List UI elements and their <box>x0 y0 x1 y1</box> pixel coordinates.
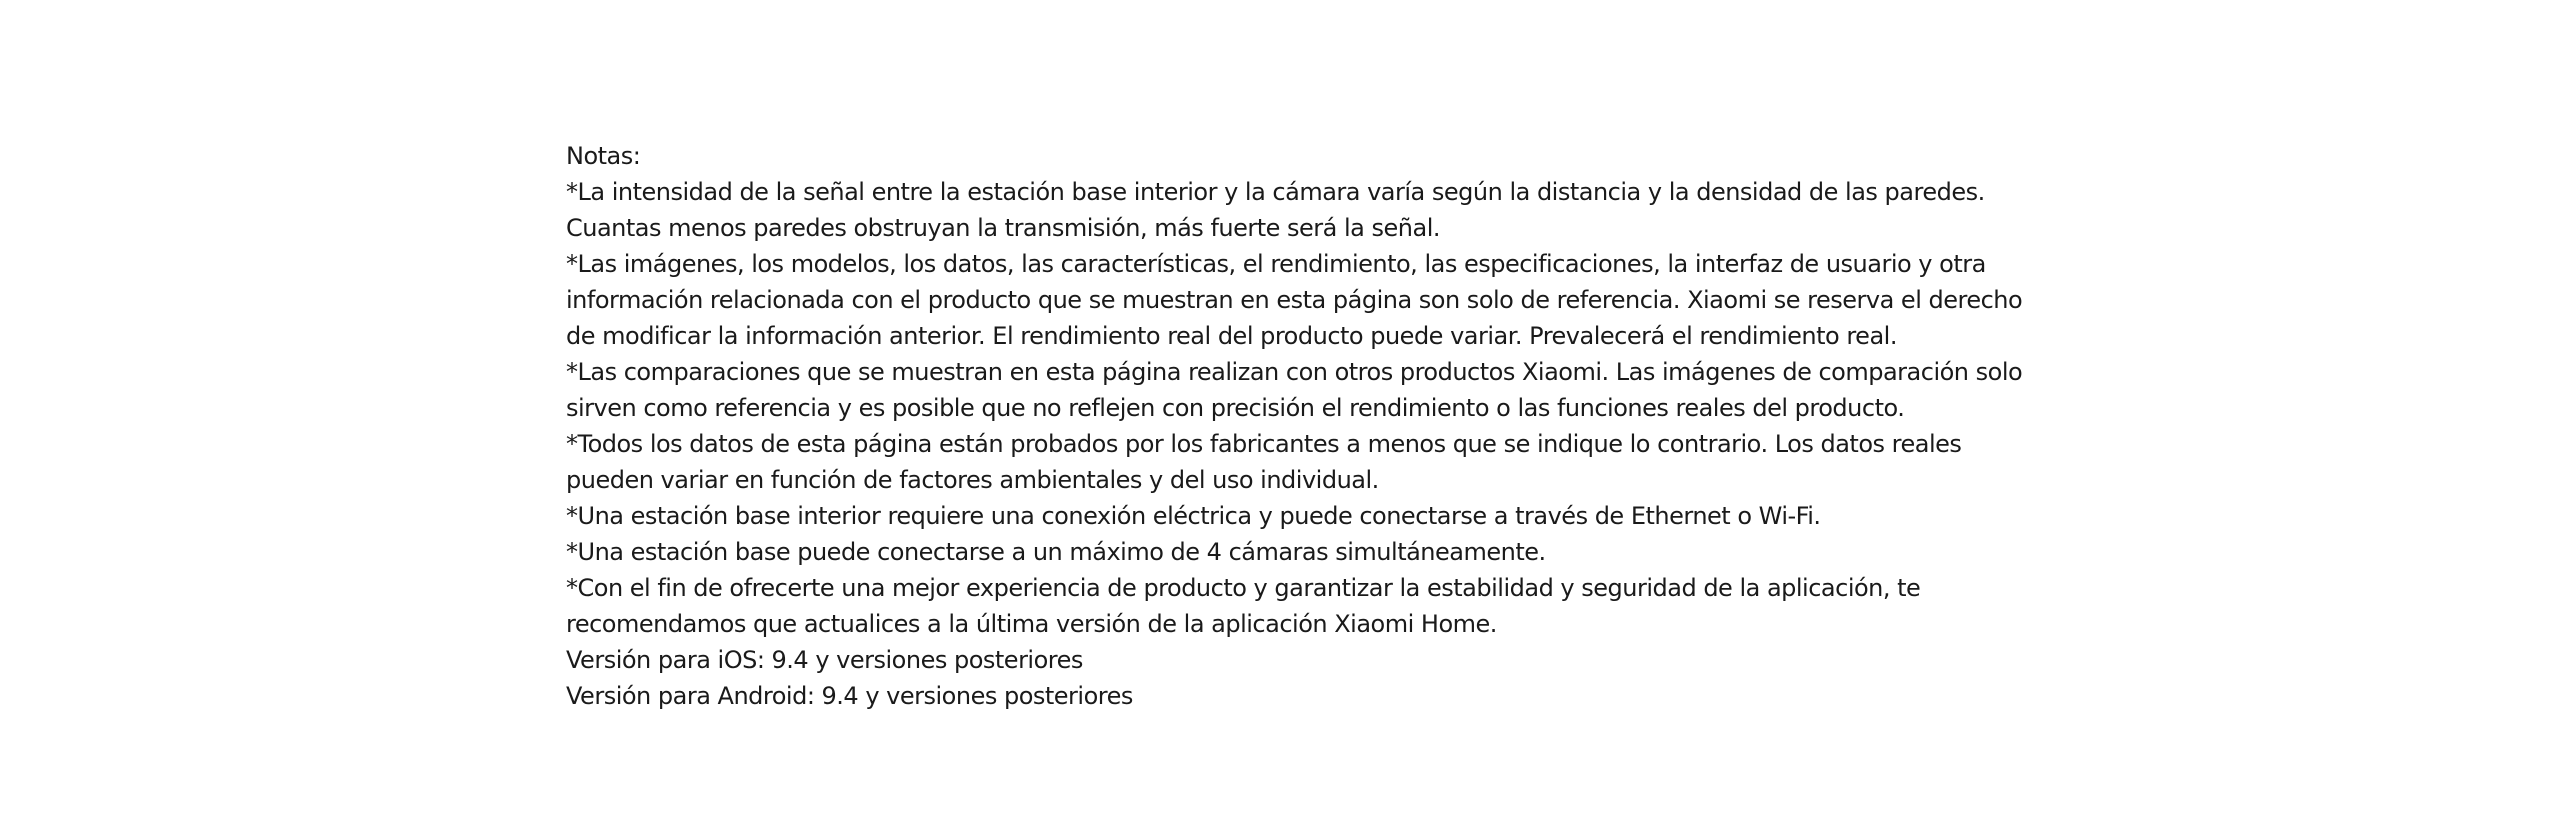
note-comparisons: *Las comparaciones que se muestran en esta página realizan con otros productos Xiaomi. Las imágenes de comparación solo sirven como referencia y es posible que no reflejen con precisión el rendimiento o las funciones reales del producto. <box>566 358 2023 422</box>
note-signal-strength: *La intensidad de la señal entre la estación base interior y la cámara varía según la distancia y la densidad de las paredes. Cuantas menos paredes obstruyan la transmisión, más fuerte será la señal. <box>566 178 1985 242</box>
note-ios-version: Versión para iOS: 9.4 y versiones posteriores <box>566 646 1083 674</box>
note-android-version: Versión para Android: 9.4 y versiones posteriores <box>566 682 1133 710</box>
notes-section <box>566 138 2046 714</box>
note-reference-disclaimer: *Las imágenes, los modelos, los datos, las características, el rendimiento, las especificaciones, la interfaz de usuario y otra información relacionada con el producto que se muestran en esta página son solo de referencia. Xiaomi se reserva el derecho de modificar la información anterior. El rendimiento real del producto puede variar. Prevalecerá el rendimiento real. <box>566 250 2023 350</box>
note-app-update: *Con el fin de ofrecerte una mejor experiencia de producto y garantizar la estabilidad y seguridad de la aplicación, te recomendamos que actualices a la última versión de la aplicación Xiaomi Home. <box>566 574 1921 638</box>
note-data-testing: *Todos los datos de esta página están probados por los fabricantes a menos que se indique lo contrario. Los datos reales pueden variar en función de factores ambientales y del uso individual. <box>566 430 1962 494</box>
notes-title: Notas: <box>566 142 641 170</box>
note-base-station-connection: *Una estación base interior requiere una conexión eléctrica y puede conectarse a través de Ethernet o Wi-Fi. <box>566 502 1821 530</box>
note-max-cameras: *Una estación base puede conectarse a un máximo de 4 cámaras simultáneamente. <box>566 538 1546 566</box>
